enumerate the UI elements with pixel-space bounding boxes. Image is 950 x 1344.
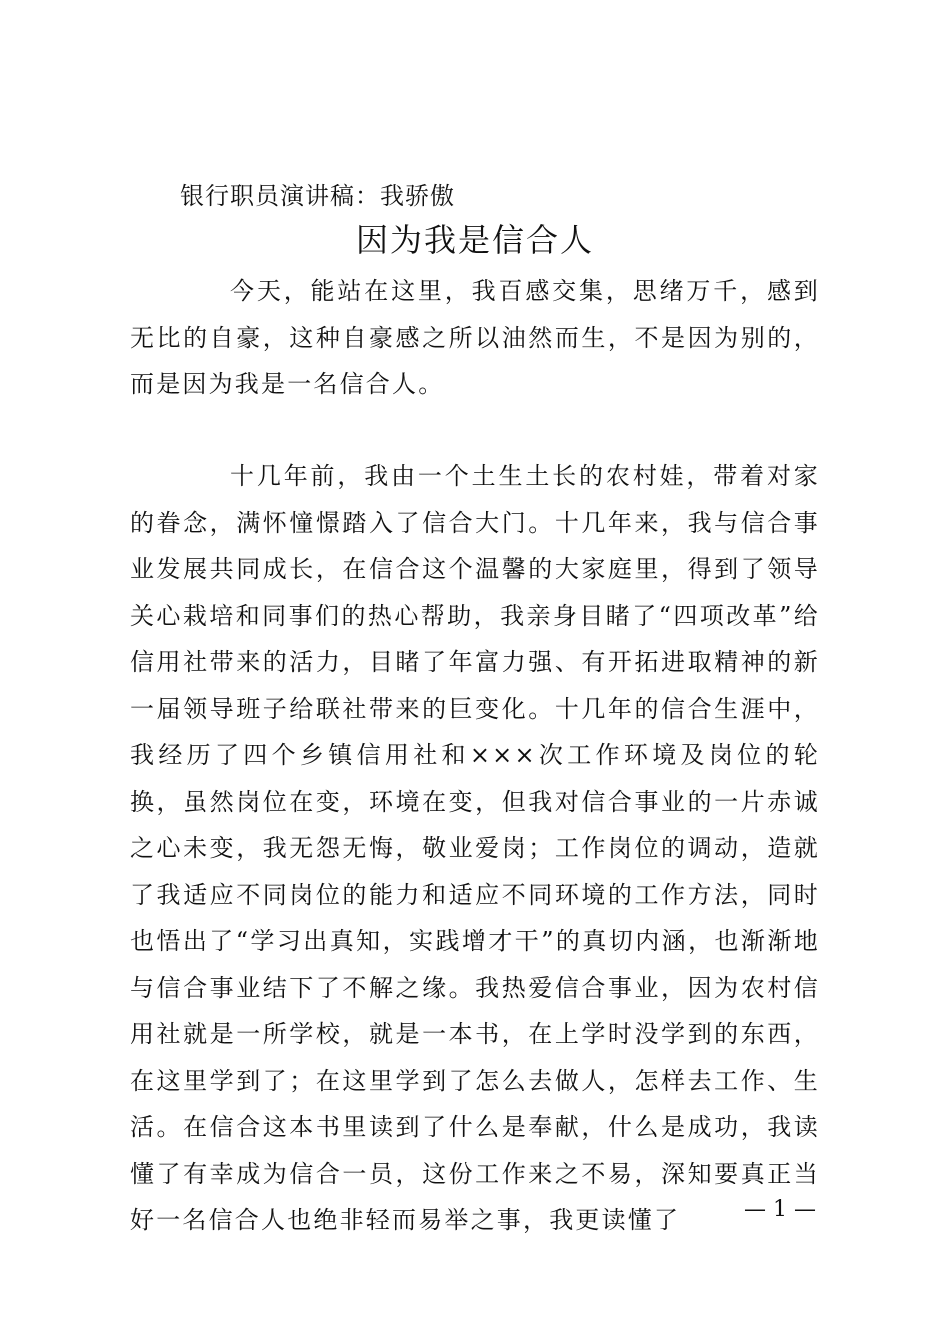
page-number: — 1 — [744, 1197, 816, 1222]
body-paragraph: 今天，能站在这里，我百感交集，思绪万千，感到无比的自豪，这种自豪感之所以油然而生，不是因为别的，而是因为我是一名信合人。 [130, 277, 820, 398]
document-subtitle: 因为我是信合人 [355, 221, 594, 259]
body-paragraph: 十几年前，我由一个土生土长的农村娃，带着对家的眷念，满怀憧憬踏入了信合大门。十几年来，我与信合事业发展共同成长，在信合这个温馨的大家庭里，得到了领导关心栽培和同事们的热心帮助，我亲身目睹了“四项改革”给信用社带来的活力，目睹了年富力强、有开拓进取精神的新一届领导班子给联社带来的巨变化。十几年的信合生涯中，我经历了四个乡镇信用社和×××次工作环境及岗位的轮换，虽然岗位在变，环境在变，但我对信合事业的一片赤诚之心未变，我无怨无悔，敬业爱岗；工作岗位的调动，造就了我适应不同岗位的能力和适应不同环境的工作方法，同时也悟出了“学习出真知，实践增才干”的真切内涵，也渐渐地与信合事业结下了不解之缘。我热爱信合事业，因为农村信用社就是一所学校，就是一本书，在上学时没学到的东西，在这里学到了；在这里学到了怎么去做人，怎样去工作、生活。在信合这本书里读到了什么是奉献，什么是成功，我读懂了有幸成为信合一员，这份工作来之不易，深知要真正当好一名信合人也绝非轻而易举之事，我更读懂了 [130, 462, 820, 1234]
document-title: 银行职员演讲稿：我骄傲 [180, 182, 455, 210]
